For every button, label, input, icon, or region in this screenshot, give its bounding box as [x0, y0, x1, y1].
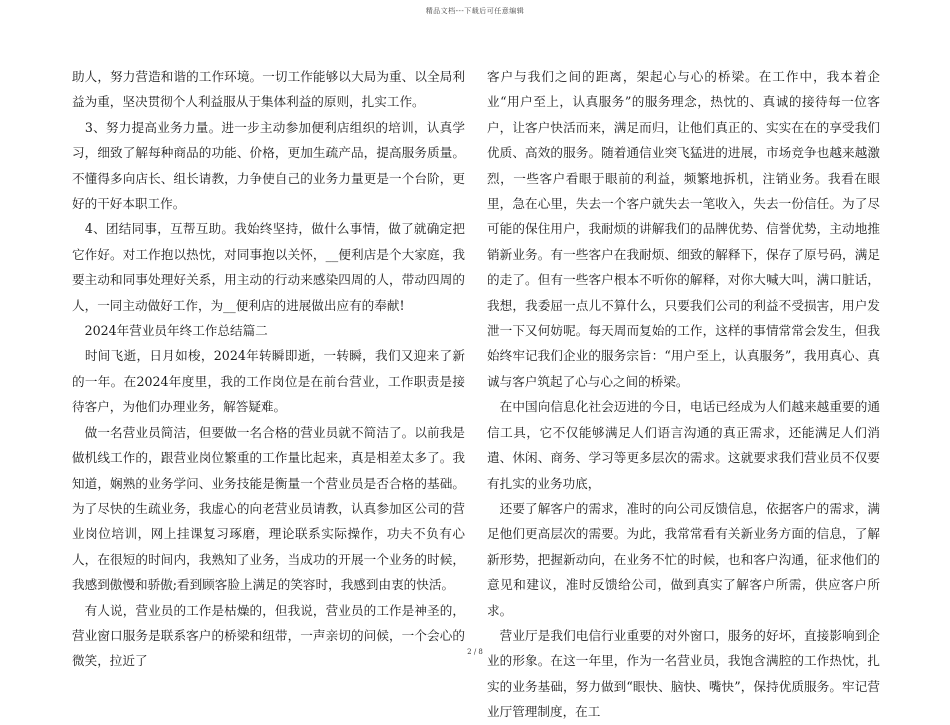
paragraph: 4、团结同事，互帮互助。我始终坚持，做什么事情，做了就确定把它作好。对工作抱以热忱，对同事抱以关怀，__便利店是个大家庭，我要主动和同事处理好关系，用主动的行动来感染四周的人，带动四周的人，一同主动做好工作，为__便利店的进展做出应有的奉献! [72, 221, 465, 313]
paragraph: 还要了解客户的需求，准时的向公司反馈信息，依据客户的需求，满足他们更高层次的需要。为此，我常常看有关新业务方面的信息，了解新形势，把握新动向，在业务不忙的时候，也和客户沟通，征求他们的意见和建议，准时反馈给公司，做到真实了解客户所需，供应客户所求。 [487, 500, 880, 618]
paragraph: 营业厅是我们电信行业重要的对外窗口，服务的好坏，直接影响到企业的形象。在这一年里，作为一名营业员，我饱含满腔的工作热忱，扎实的业务基础，努力做到“眼快、脑快、嘴快”，保持优质服务。牢记营业厅管理制度，在工 [487, 627, 880, 720]
paragraph: 客户与我们之间的距离，架起心与心的桥梁。在工作中，我本着企业“用户至上，认真服务”的服务理念，热忱的、真诚的接待每一位客户，让客户快活而来，满足而归，让他们真正的、实实在在的享受我们优质、高效的服务。随着通信业突飞猛进的进展，市场竞争也越来越激烈，一些客户看眼于眼前的利益，频繁地拆机，注销业务。我看在眼里，急在心里，失去一个客户就失去一笔收入，失去一份信任。为了尽可能的保住用户，我耐烦的讲解我们的品牌优势、信誉优势，主动地推销新业务。有一些客户在我耐烦、细致的解释下，保存了原号码，满足的走了。但有一些客户根本不听你的解释，对你大喊大叫，满口脏话，我想，我委屈一点儿不算什么，只要我们公司的利益不受损害，用户发泄一下又何妨呢。每天周而复始的工作，这样的事情常常会发生，但我始终牢记我们企业的服务宗旨：“用户至上，认真服务”，我用真心、真诚与客户筑起了心与心之间的桥梁。 [487, 69, 880, 389]
left-text-column [72, 64, 465, 674]
page-header: 精品文档---下载后可任意编辑 [425, 7, 525, 15]
paragraph: 在中国向信息化社会迈进的今日，电话已经成为人们越来越重要的通信工具，它不仅能够满足人们语言沟通的真正需求，还能满足人们消遣、休闲、商务、学习等更多层次的需求。这就要求我们营业员不仅要有扎实的业务功底， [487, 399, 880, 491]
paragraph: 时间飞逝，日月如梭，2024年转瞬即逝，一转瞬，我们又迎来了新的一年。在2024年度里，我的工作岗位是在前台营业，工作职责是接待客户，为他们办理业务，解答疑难。 [72, 348, 465, 415]
paragraph: 3、努力提高业务力量。进一步主动参加便利店组织的培训，认真学习，细致了解每种商品的功能、价格，更加生疏产品，提高服务质量。不懂得多向店长、组长请教，力争使自己的业务力量更是一个台阶，更好的干好本职工作。 [72, 119, 465, 212]
paragraph: 做一名营业员简洁，但要做一名合格的营业员就不简洁了。以前我是做机线工作的，跟营业岗位繁重的工作量比起来，真是相差太多了。我知道，娴熟的业务学问、业务技能是衡量一个营业员是否合格的基础。为了尽快的生疏业务，我虚心的向老营业员请教，认真参加区公司的营业岗位培训，网上挂课复习琢磨，理论联系实际操作，功夫不负有心人，在很短的时间内，我熟知了业务，当成功的开展一个业务的时候，我感到傲慢和骄傲;看到顾客脸上满足的笑容时，我感到由衷的快活。 [72, 424, 465, 593]
section-heading: 2024年营业员年终工作总结篇二 [72, 323, 268, 339]
paragraph: 助人，努力营造和谐的工作环境。一切工作能够以大局为重、以全局利益为重，坚决贯彻个人利益服从于集体利益的原则，扎实工作。 [72, 69, 465, 110]
right-text-column [487, 64, 880, 725]
paragraph: 有人说，营业员的工作是枯燥的，但我说，营业员的工作是神圣的，营业窗口服务是联系客户的桥梁和纽带，一声亲切的问候，一个会心的微笑，拉近了 [72, 602, 465, 669]
page-number: 2 / 8 [467, 648, 483, 656]
